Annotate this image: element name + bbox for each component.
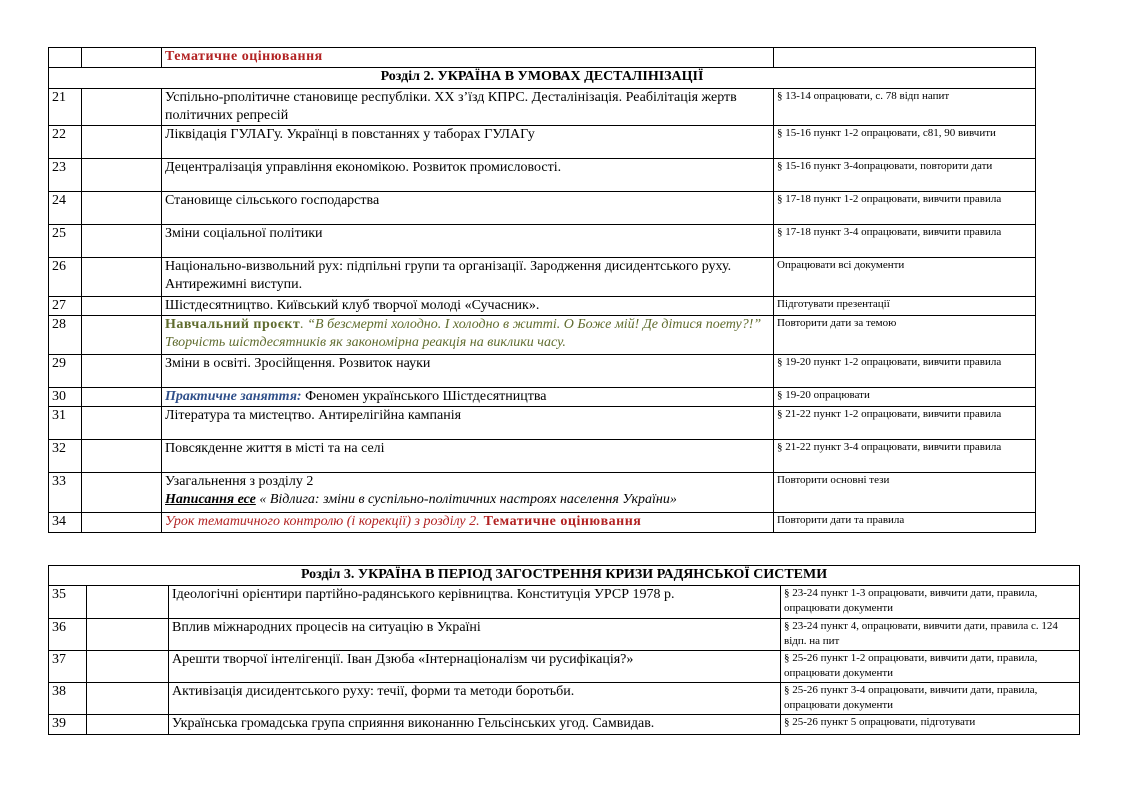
table-row (49, 388, 1036, 407)
homework-cell: § 21-22 пункт 3-4 опрацювати, вивчити правила (774, 440, 1036, 473)
topic-cell: Зміни соціальної політики (162, 225, 774, 258)
table-row (49, 513, 1036, 533)
homework-cell: Повторити основні тези (774, 473, 1036, 513)
homework-cell: § 25-26 пункт 1-2 опрацювати, вивчити дати, правила, опрацювати документи (781, 651, 1080, 683)
thematic-assessment-label: Тематичне оцінювання (479, 514, 642, 529)
row-number: 33 (49, 473, 82, 513)
topic-cell: Арешти творчої інтелігенції. Іван Дзюба «Інтернаціоналізм чи русифікація?» (169, 651, 781, 683)
row-number: 38 (49, 683, 87, 715)
topic-cell: Успільно-рполітичне становище республіки. ХХ з’їзд КПРС. Десталінізація. Реабілітація жертв політичних репресій (162, 89, 774, 126)
homework-cell: Підготувати презентації (774, 297, 1036, 316)
row-number: 23 (49, 159, 82, 192)
homework-cell: Опрацювати всі документи (774, 258, 1036, 297)
table-row (49, 619, 1080, 651)
topic-cell: Шістдесятництво. Київський клуб творчої молоді «Сучасник». (162, 297, 774, 316)
table-row (49, 651, 1080, 683)
lesson-plan-table-section-2 (48, 47, 1036, 533)
table-row (49, 297, 1036, 316)
section-title: Розділ 2. УКРАЇНА В УМОВАХ ДЕСТАЛІНІЗАЦІЇ (49, 68, 1036, 89)
row-number: 32 (49, 440, 82, 473)
date-cell (87, 651, 169, 683)
date-cell (82, 355, 162, 388)
topic-cell: Активізація дисидентського руху: течії, форми та методи боротьби. (169, 683, 781, 715)
row-number: 35 (49, 586, 87, 619)
topic-cell: Становище сільського господарства (162, 192, 774, 225)
topic-cell: Література та мистецтво. Антирелігійна кампанія (162, 407, 774, 440)
date-cell (82, 159, 162, 192)
homework-cell: § 17-18 пункт 3-4 опрацювати, вивчити правила (774, 225, 1036, 258)
table-row (49, 225, 1036, 258)
table-row (49, 126, 1036, 159)
row-number: 26 (49, 258, 82, 297)
row-number: 29 (49, 355, 82, 388)
table-row (49, 473, 1036, 513)
topic-cell: Повсякденне життя в місті та на селі (162, 440, 774, 473)
topic-cell: Зміни в освіті. Зросійщення. Розвиток науки (162, 355, 774, 388)
row-number-cell (49, 48, 82, 68)
topic-cell (162, 513, 774, 533)
row-number: 36 (49, 619, 87, 651)
homework-cell: § 13-14 опрацювати, с. 78 відп напит (774, 89, 1036, 126)
practical-label: Практичне заняття: (165, 389, 302, 404)
row-number: 24 (49, 192, 82, 225)
homework-cell: § 23-24 пункт 4, опрацювати, вивчити дати, правила с. 124 відп. на пит (781, 619, 1080, 651)
date-cell (82, 126, 162, 159)
project-label: Навчальний проєкт (165, 317, 301, 332)
topic-cell: Ідеологічні орієнтири партійно-радянського керівництва. Конституція УРСР 1978 р. (169, 586, 781, 619)
date-cell (82, 407, 162, 440)
row-number: 28 (49, 316, 82, 355)
section-header-row (49, 68, 1036, 89)
row-number: 39 (49, 715, 87, 735)
lesson-plan-table-section-3 (48, 565, 1080, 735)
project-title: . “В безсмерті холодно. І холодно в житті. О Боже мій! Де дітися поету?!” Творчість шістдесятників як закономірна реакція на виклики часу. (165, 317, 762, 350)
essay-title: « Відлига: зміни в суспільно-політичних настроях населення України» (255, 492, 677, 507)
topic-cell: Децентралізація управління економікою. Розвиток промисловості. (162, 159, 774, 192)
row-number: 22 (49, 126, 82, 159)
table-row (49, 159, 1036, 192)
topic-cell: Національно-визвольний рух: підпільні групи та організації. Зародження дисидентського руху. Антирежимні виступи. (162, 258, 774, 297)
date-cell (82, 316, 162, 355)
summary-title: Узагальнення з розділу 2 (165, 474, 314, 489)
homework-cell: § 19-20 пункт 1-2 опрацювати, вивчити правила (774, 355, 1036, 388)
date-cell (82, 473, 162, 513)
table-row (49, 683, 1080, 715)
table-row (49, 258, 1036, 297)
row-number: 34 (49, 513, 82, 533)
table-row (49, 192, 1036, 225)
section-header-row (49, 566, 1080, 586)
topic-cell (162, 473, 774, 513)
homework-cell: § 15-16 пункт 1-2 опрацювати, с81, 90 вивчити (774, 126, 1036, 159)
homework-cell (774, 48, 1036, 68)
date-cell (82, 48, 162, 68)
control-lesson-label: Урок тематичного контролю (і корекції) з розділу 2. (165, 514, 480, 529)
practical-title: Феномен українського Шістдесятництва (301, 389, 547, 404)
table-row (49, 715, 1080, 735)
table-row (49, 440, 1036, 473)
row-number: 27 (49, 297, 82, 316)
row-number: 31 (49, 407, 82, 440)
homework-cell: § 23-24 пункт 1-3 опрацювати, вивчити дати, правила, опрацювати документи (781, 586, 1080, 619)
date-cell (87, 619, 169, 651)
row-number: 37 (49, 651, 87, 683)
table-row (49, 316, 1036, 355)
date-cell (82, 258, 162, 297)
homework-cell: § 17-18 пункт 1-2 опрацювати, вивчити правила (774, 192, 1036, 225)
date-cell (82, 513, 162, 533)
topic-cell: Вплив міжнародних процесів на ситуацію в Україні (169, 619, 781, 651)
date-cell (82, 192, 162, 225)
table-row (49, 48, 1036, 68)
topic-cell (162, 388, 774, 407)
topic-cell: Тематичне оцінювання (162, 48, 774, 68)
table-row (49, 407, 1036, 440)
date-cell (87, 715, 169, 735)
homework-cell: § 21-22 пункт 1-2 опрацювати, вивчити правила (774, 407, 1036, 440)
homework-cell: § 25-26 пункт 3-4 опрацювати, вивчити дати, правила, опрацювати документи (781, 683, 1080, 715)
homework-cell: Повторити дати та правила (774, 513, 1036, 533)
date-cell (82, 225, 162, 258)
section-title: Розділ 3. УКРАЇНА В ПЕРІОД ЗАГОСТРЕННЯ КРИЗИ РАДЯНСЬКОЇ СИСТЕМИ (49, 566, 1080, 586)
homework-cell: § 19-20 опрацювати (774, 388, 1036, 407)
homework-cell: Повторити дати за темою (774, 316, 1036, 355)
row-number: 30 (49, 388, 82, 407)
row-number: 25 (49, 225, 82, 258)
date-cell (87, 586, 169, 619)
date-cell (87, 683, 169, 715)
topic-cell (162, 316, 774, 355)
homework-cell: § 15-16 пункт 3-4опрацювати, повторити дати (774, 159, 1036, 192)
date-cell (82, 297, 162, 316)
date-cell (82, 440, 162, 473)
table-row (49, 89, 1036, 126)
topic-cell: Українська громадська група сприяння виконанню Гельсінських угод. Самвидав. (169, 715, 781, 735)
homework-cell: § 25-26 пункт 5 опрацювати, підготувати (781, 715, 1080, 735)
date-cell (82, 388, 162, 407)
topic-cell: Ліквідація ГУЛАГу. Українці в повстаннях у таборах ГУЛАГу (162, 126, 774, 159)
essay-label: Написання есе (165, 492, 256, 507)
row-number: 21 (49, 89, 82, 126)
table-row (49, 355, 1036, 388)
date-cell (82, 89, 162, 126)
table-row (49, 586, 1080, 619)
